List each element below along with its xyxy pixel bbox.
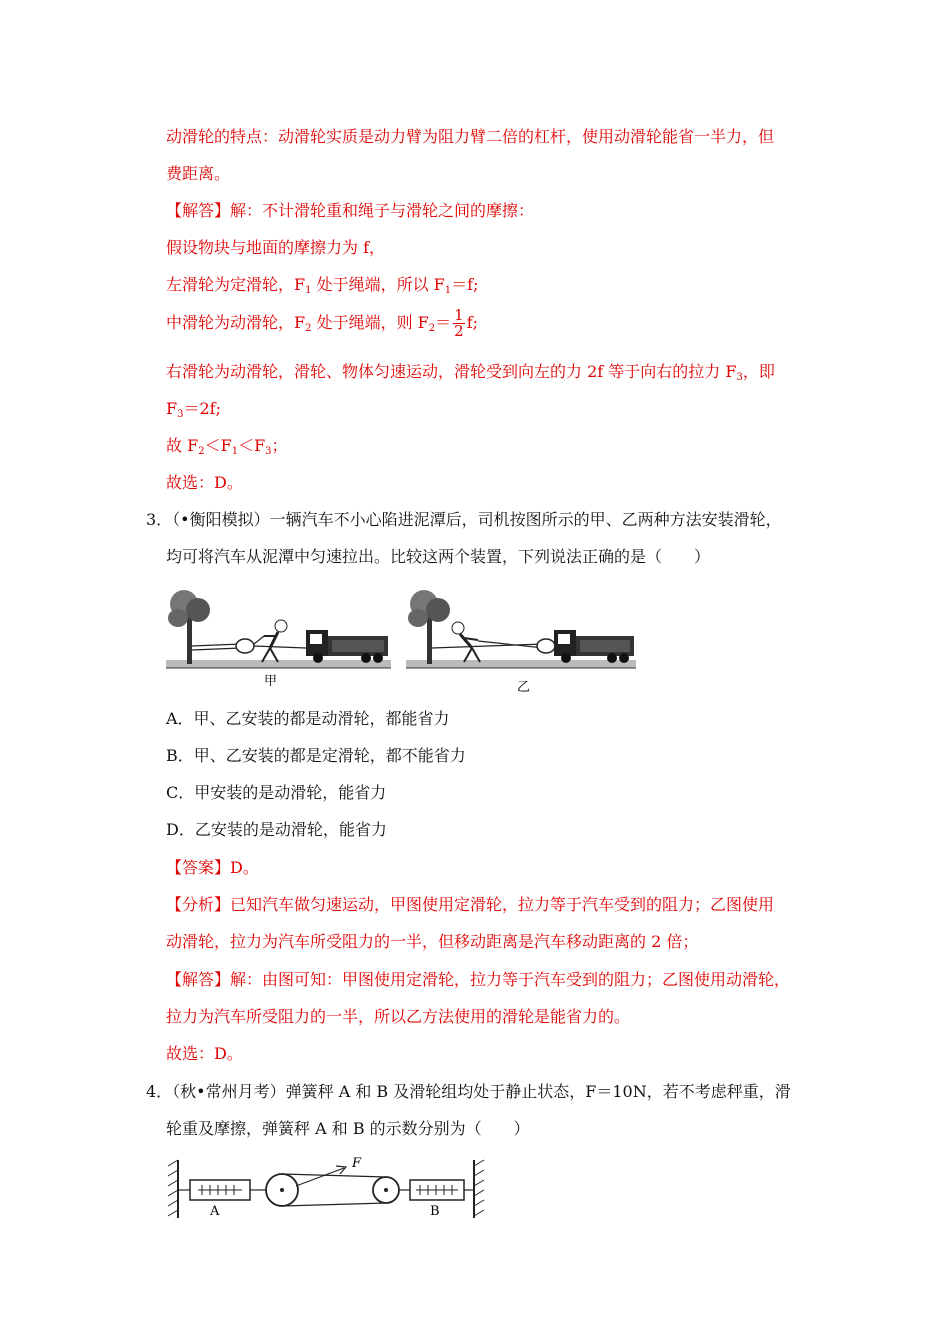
q3-stem-line-1: 3．（•衡阳模拟）一辆汽车不小心陷进泥潭后，司机按图所示的甲、乙两种方法安装滑轮， [146,510,782,529]
solution-choice: 故选：D。 [166,473,243,492]
q3-option-a: A．甲、乙安装的都是动滑轮，都能省力 [166,709,450,728]
q4-label-f: F [352,1156,362,1171]
q3-answer: 【答案】D。 [166,858,259,877]
solution-line-middle-pulley: 中滑轮为动滑轮，$F_2$ 处于绳端，则 $F_2=$ $\frac{1}{2}$ f; [166,306,479,340]
q4-figure [166,1156,486,1218]
q4-stem-line-1: 4．（秋•常州月考）弹簧秤 A 和 B 及滑轮组均处于静止状态，F＝10N，若不考虑秤重，滑 [146,1082,791,1101]
q3-choice: 故选：D。 [166,1044,243,1063]
q4-label-b: B [430,1204,440,1219]
scene-a [166,590,391,668]
q3-option-d: D．乙安装的是动滑轮，能省力 [166,820,387,839]
q3-solution-line-2: 拉力为汽车所受阻力的一半，所以乙方法使用的滑轮是能省力的。 [166,1007,631,1026]
scene-b [406,590,636,668]
q3-option-c: C．甲安装的是动滑轮，能省力 [166,783,387,802]
q3-option-b: B．甲、乙安装的都是定滑轮，都不能省力 [166,746,466,765]
q3-analysis-line-2: 动滑轮，拉力为汽车所受阻力的一半，但移动距离是汽车移动距离的 2 倍； [166,932,699,951]
q3-analysis-line-1: 【分析】已知汽车做匀速运动，甲图使用定滑轮，拉力等于汽车受到的阻力；乙图使用 [166,895,775,914]
q4-stem-line-2: 轮重及摩擦，弹簧秤 A 和 B 的示数分别为（ ） [166,1119,530,1138]
explanation-line-2: 费距离。 [166,164,231,183]
q3-figure-drawing [166,586,646,690]
fraction-one-half: $\frac{1}{2}$ [454,306,464,340]
solution-line-friction: 假设物块与地面的摩擦力为 f， [166,238,386,257]
q4-label-a: A [210,1204,220,1219]
solution-line-left-pulley: 左滑轮为定滑轮，$F_1$ 处于绳端，所以 $F_1=f$; [166,275,479,296]
q3-figure-label-a: 甲 [264,674,278,689]
q3-solution-line-1: 【解答】解：由图可知：甲图使用定滑轮，拉力等于汽车受到的阻力；乙图使用动滑轮， [166,970,791,989]
explanation-line-1: 动滑轮的特点：动滑轮实质是动力臂为阻力臂二倍的杠杆，使用动滑轮能省一半力，但 [166,127,775,146]
solution-line-f3: $F_3=2f$; [166,399,221,420]
solution-line-right-pulley: 右滑轮为动滑轮，滑轮、物体匀速运动，滑轮受到向左的力 2f 等于向右的拉力 $F_3$，即 [166,362,775,383]
solution-line-compare: 故 $F_2<F_1<F_3$； [166,436,288,457]
q3-figure-label-b: 乙 [517,680,531,695]
q3-figure [166,586,646,690]
solution-heading: 【解答】解：不计滑轮重和绳子与滑轮之间的摩擦： [166,201,535,220]
q3-stem-line-2: 均可将汽车从泥潭中匀速拉出。比较这两个装置，下列说法正确的是（ ） [166,547,711,566]
